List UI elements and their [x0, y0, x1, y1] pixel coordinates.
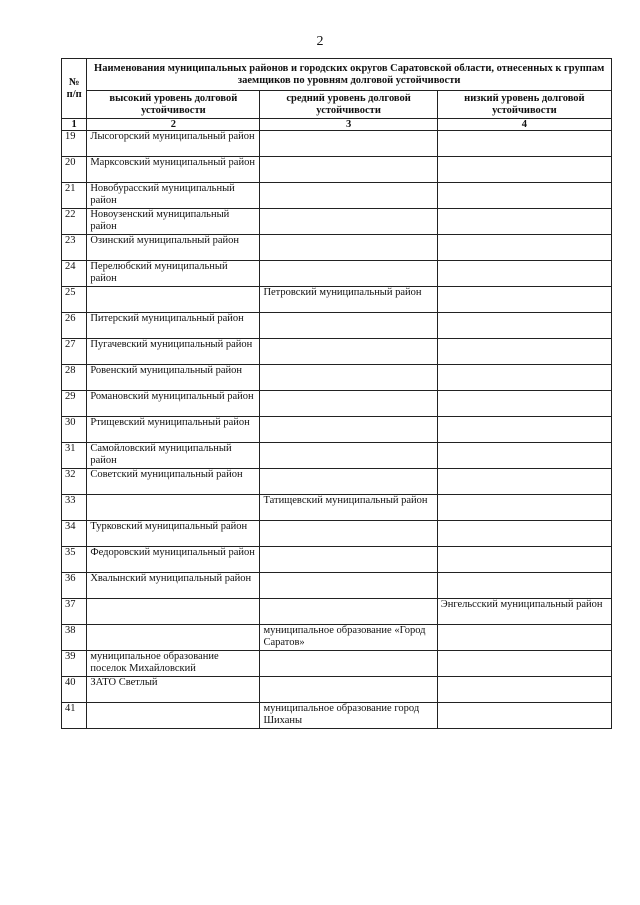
high-level-cell: Пугачевский муниципальный район — [87, 339, 260, 365]
medium-level-cell — [260, 651, 437, 677]
table-row — [62, 599, 612, 625]
table-row — [62, 339, 612, 365]
high-level-cell: Питерский муниципальный район — [87, 313, 260, 339]
row-number: 34 — [62, 521, 87, 547]
row-number: 33 — [62, 495, 87, 521]
column-header-low: низкий уровень долговой устойчивости — [437, 91, 611, 119]
high-level-cell: Советский муниципальный район — [87, 469, 260, 495]
row-number: 31 — [62, 443, 87, 469]
row-number: 21 — [62, 183, 87, 209]
high-level-cell: Хвалынский муниципальный район — [87, 573, 260, 599]
row-number: 30 — [62, 417, 87, 443]
medium-level-cell — [260, 157, 437, 183]
medium-level-cell — [260, 391, 437, 417]
low-level-cell — [437, 417, 611, 443]
low-level-cell — [437, 339, 611, 365]
high-level-cell: Марксовский муниципальный район — [87, 157, 260, 183]
medium-level-cell — [260, 677, 437, 703]
table-row — [62, 443, 612, 469]
medium-level-cell — [260, 573, 437, 599]
medium-level-cell — [260, 209, 437, 235]
row-number: 26 — [62, 313, 87, 339]
low-level-cell — [437, 183, 611, 209]
column-header-high: высокий уровень долговой устойчивости — [87, 91, 260, 119]
high-level-cell: Турковский муниципальный район — [87, 521, 260, 547]
medium-level-cell — [260, 443, 437, 469]
row-number: 35 — [62, 547, 87, 573]
index-cell: 1 — [62, 119, 87, 131]
row-number: 24 — [62, 261, 87, 287]
high-level-cell: Федоровский муниципальный район — [87, 547, 260, 573]
low-level-cell — [437, 391, 611, 417]
row-number: 27 — [62, 339, 87, 365]
medium-level-cell — [260, 313, 437, 339]
high-level-cell: Романовский муниципальный район — [87, 391, 260, 417]
medium-level-cell — [260, 261, 437, 287]
row-number: 19 — [62, 131, 87, 157]
number-header: № п/п — [62, 59, 87, 119]
low-level-cell: Энгельсский муниципальный район — [437, 599, 611, 625]
low-level-cell — [437, 365, 611, 391]
low-level-cell — [437, 521, 611, 547]
row-number: 39 — [62, 651, 87, 677]
table-row — [62, 521, 612, 547]
high-level-cell: Перелюбский муниципальный район — [87, 261, 260, 287]
high-level-cell: ЗАТО Светлый — [87, 677, 260, 703]
table-row — [62, 391, 612, 417]
table-row — [62, 183, 612, 209]
table-row — [62, 235, 612, 261]
table-row — [62, 287, 612, 313]
index-cell: 3 — [260, 119, 437, 131]
table-row — [62, 313, 612, 339]
low-level-cell — [437, 287, 611, 313]
high-level-cell: Самойловский муниципальный район — [87, 443, 260, 469]
table-row — [62, 625, 612, 651]
low-level-cell — [437, 547, 611, 573]
table-body — [62, 131, 612, 729]
high-level-cell: Новобурасский муниципальный район — [87, 183, 260, 209]
high-level-cell — [87, 599, 260, 625]
medium-level-cell — [260, 339, 437, 365]
high-level-cell: муниципальное образование поселок Михайловский — [87, 651, 260, 677]
page-number: 2 — [316, 34, 324, 49]
low-level-cell — [437, 261, 611, 287]
row-number: 40 — [62, 677, 87, 703]
table-row — [62, 469, 612, 495]
row-number: 41 — [62, 703, 87, 729]
table-row — [62, 365, 612, 391]
high-level-cell: Новоузенский муниципальный район — [87, 209, 260, 235]
medium-level-cell — [260, 521, 437, 547]
row-number: 37 — [62, 599, 87, 625]
row-number: 23 — [62, 235, 87, 261]
districts-table — [61, 58, 612, 729]
medium-level-cell — [260, 235, 437, 261]
low-level-cell — [437, 235, 611, 261]
high-level-cell: Ртищевский муниципальный район — [87, 417, 260, 443]
low-level-cell — [437, 677, 611, 703]
table-row — [62, 157, 612, 183]
medium-level-cell — [260, 547, 437, 573]
medium-level-cell — [260, 599, 437, 625]
high-level-cell — [87, 625, 260, 651]
medium-level-cell — [260, 417, 437, 443]
group-header: Наименования муниципальных районов и городских округов Саратовской области, отнесенных к группам заемщиков по уровням долговой устойчивости — [87, 59, 612, 91]
medium-level-cell — [260, 131, 437, 157]
low-level-cell — [437, 157, 611, 183]
low-level-cell — [437, 313, 611, 339]
high-level-cell — [87, 495, 260, 521]
medium-level-cell: муниципальное образование город Шиханы — [260, 703, 437, 729]
high-level-cell — [87, 703, 260, 729]
low-level-cell — [437, 209, 611, 235]
table-row — [62, 209, 612, 235]
table-row — [62, 417, 612, 443]
table-row — [62, 703, 612, 729]
medium-level-cell: Татищевский муниципальный район — [260, 495, 437, 521]
table-row — [62, 573, 612, 599]
medium-level-cell — [260, 469, 437, 495]
low-level-cell — [437, 469, 611, 495]
index-cell: 4 — [437, 119, 611, 131]
low-level-cell — [437, 495, 611, 521]
row-number: 36 — [62, 573, 87, 599]
low-level-cell — [437, 131, 611, 157]
low-level-cell — [437, 703, 611, 729]
low-level-cell — [437, 651, 611, 677]
row-number: 29 — [62, 391, 87, 417]
table-row — [62, 677, 612, 703]
low-level-cell — [437, 443, 611, 469]
table-row — [62, 651, 612, 677]
row-number: 28 — [62, 365, 87, 391]
row-number: 38 — [62, 625, 87, 651]
high-level-cell: Ровенский муниципальный район — [87, 365, 260, 391]
index-cell: 2 — [87, 119, 260, 131]
high-level-cell: Лысогорский муниципальный район — [87, 131, 260, 157]
low-level-cell — [437, 625, 611, 651]
medium-level-cell: муниципальное образование «Город Саратов» — [260, 625, 437, 651]
table-row — [62, 495, 612, 521]
row-number: 20 — [62, 157, 87, 183]
high-level-cell: Озинский муниципальный район — [87, 235, 260, 261]
high-level-cell — [87, 287, 260, 313]
table-row — [62, 261, 612, 287]
table-row — [62, 131, 612, 157]
row-number: 22 — [62, 209, 87, 235]
column-header-medium: средний уровень долговой устойчивости — [260, 91, 437, 119]
row-number: 32 — [62, 469, 87, 495]
medium-level-cell: Петровский муниципальный район — [260, 287, 437, 313]
low-level-cell — [437, 573, 611, 599]
table-row — [62, 547, 612, 573]
medium-level-cell — [260, 183, 437, 209]
row-number: 25 — [62, 287, 87, 313]
medium-level-cell — [260, 365, 437, 391]
